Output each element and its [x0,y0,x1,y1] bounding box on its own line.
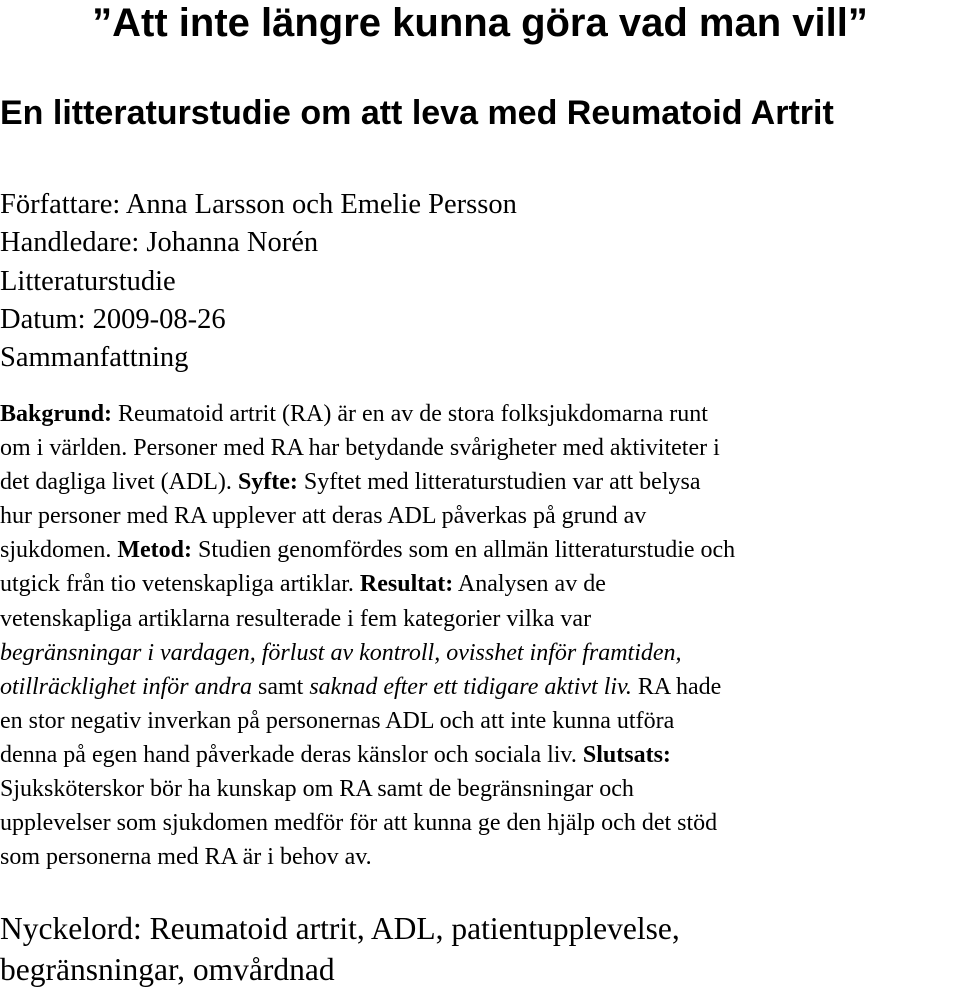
study-type-line: Litteraturstudie [0,265,176,297]
purpose-label: Syfte: [237,469,298,496]
abstract-line: utgick från tio vetenskapliga artiklar. Resultat: Analysen av de [0,571,606,598]
abstract-body [0,397,960,874]
abstract-line: denna på egen hand påverkade deras känslor och sociala liv. Slutsats: [0,741,671,768]
meta-block [0,186,960,377]
abstract-line: om i världen. Personer med RA har betydande svårigheter med aktiviteter i [0,435,720,462]
keywords-block [0,908,960,990]
date-line: Datum: 2009-08-26 [0,303,226,335]
abstract-line: en stor negativ inverkan på personernas ADL och att inte kunna utföra [0,707,675,734]
method-label: Metod: [117,537,192,564]
authors-line: Författare: Anna Larsson och Emelie Persson [0,189,517,220]
abstract-line: Bakgrund: Reumatoid artrit (RA) är en av de stora folksjukdomarna runt [0,401,708,427]
supervisor-line: Handledare: Johanna Norén [0,227,319,259]
abstract-line: som personerna med RA är i behov av. [0,844,372,871]
abstract-line: sjukdomen. Metod: Studien genomfördes som en allmän litteraturstudie och [0,537,736,564]
results-label: Resultat: [359,571,454,598]
abstract-line: vetenskapliga artiklarna resulterade i fem kategorier vilka var [0,605,592,632]
keywords-line: begränsningar, omvårdnad [0,952,335,987]
abstract-line: det dagliga livet (ADL). Syfte: Syftet med litteraturstudien var att belysa [0,469,701,496]
abstract-line: otillräcklighet inför andra samt saknad efter ett tidigare aktivt liv. RA hade [0,673,722,700]
summary-heading: Sammanfattning [0,342,189,374]
page-title: ”Att inte längre kunna göra vad man vill” [92,1,868,45]
keywords-line: Nyckelord: Reumatoid artrit, ADL, patientupplevelse, [0,911,680,946]
background-label: Bakgrund: [0,401,113,427]
conclusion-label: Slutsats: [582,741,671,768]
abstract-line-italic: begränsningar i vardagen, förlust av kontroll, ovisshet inför framtiden, [0,639,682,666]
page-subtitle: En litteraturstudie om att leva med Reumatoid Artrit [0,94,834,132]
abstract-line: Sjuksköterskor bör ha kunskap om RA samt de begränsningar och [0,776,634,803]
abstract-line: hur personer med RA upplever att deras ADL påverkas på grund av [0,503,647,530]
abstract-line: upplevelser som sjukdomen medför för att kunna ge den hjälp och det stöd [0,810,718,837]
